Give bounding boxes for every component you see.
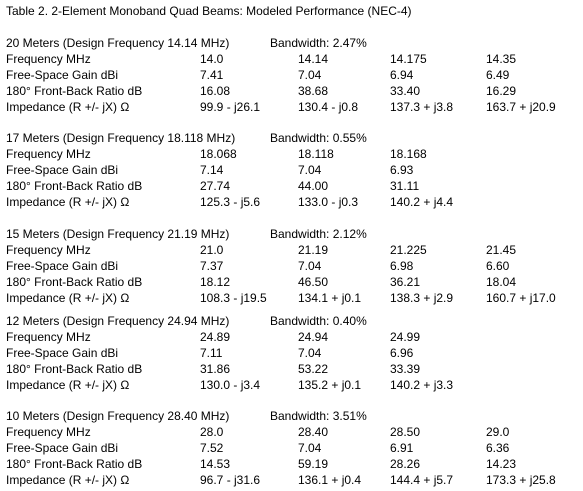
table-cell: 29.0 [486, 425, 510, 439]
row-label: Impedance (R +/- jX) Ω [6, 100, 130, 114]
table-cell: 28.40 [298, 425, 329, 439]
table-cell: 6.94 [390, 68, 414, 82]
table-cell: 38.68 [298, 84, 329, 98]
table-title: Table 2. 2-Element Monoband Quad Beams: Modeled Performance (NEC-4) [6, 4, 412, 18]
table-row [6, 424, 576, 440]
table-cell: 14.53 [200, 457, 231, 471]
band-title: 10 Meters (Design Frequency 28.40 MHz) [6, 409, 230, 423]
table-cell: 7.04 [298, 441, 322, 455]
table-cell: 16.08 [200, 84, 231, 98]
table-cell: 14.23 [486, 457, 517, 471]
table-cell: 36.21 [390, 275, 421, 289]
table-cell: 108.3 - j19.5 [200, 291, 267, 305]
row-label: Frequency MHz [6, 147, 91, 161]
row-label: 180° Front-Back Ratio dB [6, 84, 143, 98]
table-row [6, 456, 576, 472]
row-label: Frequency MHz [6, 330, 91, 344]
table-cell: 6.91 [390, 441, 414, 455]
bandwidth-label: Bandwidth: 2.47% [270, 36, 367, 50]
band-section [6, 226, 576, 306]
bandwidth-label: Bandwidth: 2.12% [270, 227, 367, 241]
table-cell: 28.0 [200, 425, 224, 439]
table-cell: 7.14 [200, 163, 224, 177]
table-row [6, 99, 576, 115]
table-cell: 24.99 [390, 330, 421, 344]
table-cell: 27.74 [200, 179, 231, 193]
table-cell: 144.4 + j5.7 [390, 473, 454, 487]
table-cell: 125.3 - j5.6 [200, 195, 261, 209]
table-row [6, 146, 576, 162]
section-header [6, 226, 576, 242]
table-cell: 96.7 - j31.6 [200, 473, 261, 487]
table-row [6, 242, 576, 258]
bandwidth-label: Bandwidth: 0.40% [270, 314, 367, 328]
row-label: Free-Space Gain dBi [6, 68, 119, 82]
band-title: 17 Meters (Design Frequency 18.118 MHz) [6, 131, 236, 145]
table-cell: 173.3 + j25.8 [486, 473, 556, 487]
table-cell: 14.175 [390, 52, 427, 66]
table-cell: 7.04 [298, 346, 322, 360]
table-cell: 6.60 [486, 259, 510, 273]
table-cell: 24.89 [200, 330, 231, 344]
section-header [6, 313, 576, 329]
band-section [6, 35, 576, 115]
table-row [6, 162, 576, 178]
table-cell: 18.168 [390, 147, 427, 161]
table-cell: 31.86 [200, 362, 231, 376]
table-row [6, 83, 576, 99]
row-label: Free-Space Gain dBi [6, 346, 119, 360]
row-label: Frequency MHz [6, 52, 91, 66]
table-cell: 24.94 [298, 330, 329, 344]
row-label: Frequency MHz [6, 425, 91, 439]
table-cell: 14.0 [200, 52, 224, 66]
row-label: Impedance (R +/- jX) Ω [6, 473, 130, 487]
table-cell: 21.19 [298, 243, 329, 257]
table-cell: 7.04 [298, 259, 322, 273]
table-cell: 46.50 [298, 275, 329, 289]
table-cell: 53.22 [298, 362, 329, 376]
band-title: 15 Meters (Design Frequency 21.19 MHz) [6, 227, 230, 241]
table-cell: 44.00 [298, 179, 329, 193]
row-label: Free-Space Gain dBi [6, 259, 119, 273]
section-header [6, 130, 576, 146]
bandwidth-label: Bandwidth: 0.55% [270, 131, 367, 145]
band-section [6, 408, 576, 488]
table-cell: 28.26 [390, 457, 421, 471]
table-row [6, 361, 576, 377]
table-cell: 18.04 [486, 275, 517, 289]
table-cell: 7.37 [200, 259, 224, 273]
table-cell: 18.12 [200, 275, 231, 289]
section-header [6, 408, 576, 424]
band-section [6, 130, 576, 210]
table-row [6, 194, 576, 210]
row-label: Impedance (R +/- jX) Ω [6, 378, 130, 392]
band-title: 20 Meters (Design Frequency 14.14 MHz) [6, 36, 230, 50]
table-cell: 6.98 [390, 259, 414, 273]
table-cell: 163.7 + j20.9 [486, 100, 556, 114]
table-cell: 138.3 + j2.9 [390, 291, 454, 305]
table-cell: 160.7 + j17.0 [486, 291, 556, 305]
row-label: Frequency MHz [6, 243, 91, 257]
table-cell: 133.0 - j0.3 [298, 195, 359, 209]
table-cell: 7.52 [200, 441, 224, 455]
bandwidth-label: Bandwidth: 3.51% [270, 409, 367, 423]
table-cell: 136.1 + j0.4 [298, 473, 362, 487]
table-cell: 7.11 [200, 346, 223, 360]
table-row [6, 258, 576, 274]
table-cell: 99.9 - j26.1 [200, 100, 261, 114]
table-cell: 21.225 [390, 243, 427, 257]
row-label: Free-Space Gain dBi [6, 163, 119, 177]
table-cell: 14.35 [486, 52, 517, 66]
table-cell: 134.1 + j0.1 [298, 291, 362, 305]
table-cell: 31.11 [390, 179, 420, 193]
table-cell: 59.19 [298, 457, 329, 471]
table-cell: 140.2 + j4.4 [390, 195, 454, 209]
table-cell: 14.14 [298, 52, 329, 66]
row-label: Impedance (R +/- jX) Ω [6, 291, 130, 305]
table-row [6, 274, 576, 290]
table-row [6, 51, 576, 67]
table-row [6, 290, 576, 306]
row-label: 180° Front-Back Ratio dB [6, 275, 143, 289]
section-header [6, 35, 576, 51]
table-cell: 130.0 - j3.4 [200, 378, 261, 392]
band-title: 12 Meters (Design Frequency 24.94 MHz) [6, 314, 230, 328]
table-cell: 33.39 [390, 362, 421, 376]
table-cell: 33.40 [390, 84, 421, 98]
table-row [6, 472, 576, 488]
table-row [6, 67, 576, 83]
table-cell: 7.04 [298, 68, 322, 82]
table-cell: 6.49 [486, 68, 510, 82]
table-cell: 18.118 [298, 147, 334, 161]
table-cell: 21.0 [200, 243, 224, 257]
row-label: Impedance (R +/- jX) Ω [6, 195, 130, 209]
row-label: Free-Space Gain dBi [6, 441, 119, 455]
table-cell: 130.4 - j0.8 [298, 100, 359, 114]
table-cell: 6.93 [390, 163, 414, 177]
table-row [6, 345, 576, 361]
row-label: 180° Front-Back Ratio dB [6, 457, 143, 471]
table-row [6, 178, 576, 194]
table-cell: 6.96 [390, 346, 414, 360]
table-row [6, 440, 576, 456]
table-cell: 18.068 [200, 147, 237, 161]
table-row [6, 377, 576, 393]
band-section [6, 313, 576, 393]
table-cell: 7.41 [200, 68, 224, 82]
row-label: 180° Front-Back Ratio dB [6, 362, 143, 376]
table-cell: 140.2 + j3.3 [390, 378, 454, 392]
table-cell: 21.45 [486, 243, 517, 257]
table-cell: 137.3 + j3.8 [390, 100, 454, 114]
table-cell: 16.29 [486, 84, 517, 98]
table-cell: 135.2 + j0.1 [298, 378, 362, 392]
table-cell: 7.04 [298, 163, 322, 177]
table-cell: 6.36 [486, 441, 510, 455]
row-label: 180° Front-Back Ratio dB [6, 179, 143, 193]
table-row [6, 329, 576, 345]
table-cell: 28.50 [390, 425, 421, 439]
